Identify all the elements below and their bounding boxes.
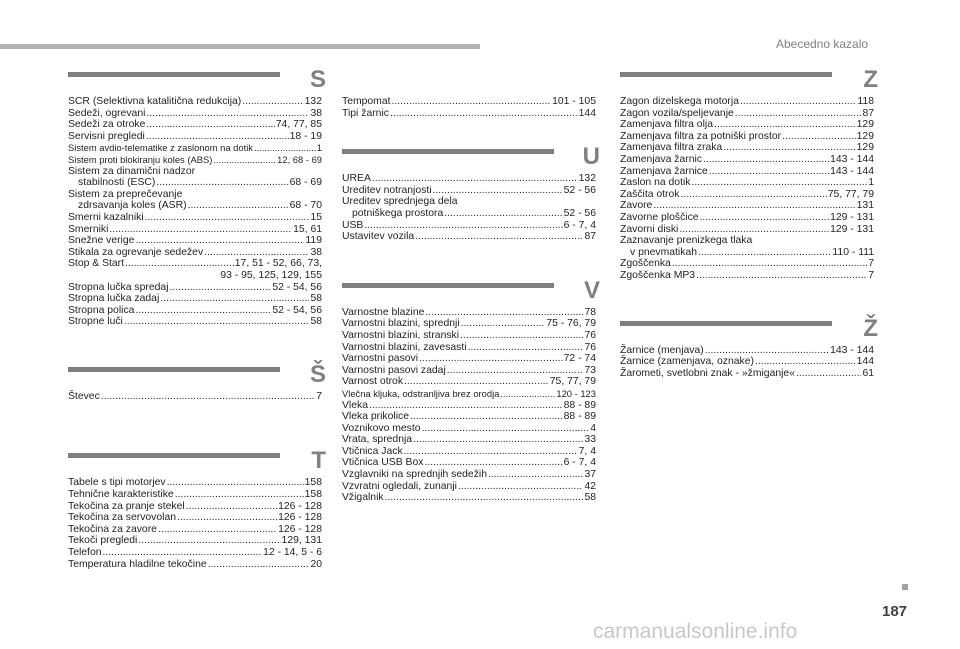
section-header-z [620, 68, 880, 94]
index-entry: Ureditev notranjosti ..... 52 - 56 [342, 185, 596, 197]
index-column-2 [342, 96, 602, 504]
section-t-continued [342, 96, 602, 119]
index-entry: Vžigalnik ..... 58 [342, 492, 596, 504]
index-entry: Sistem avdio-telematike z zaslonom na dotik ..... 1 [68, 142, 322, 154]
index-entry: Vzvratni ogledali, zunanji ..... 42 [342, 481, 596, 493]
index-entry: Zamenjava žarnic ..... 143 - 144 [620, 154, 874, 166]
index-entry: SCR (Selektivna katalitična redukcija) ..... 132 [68, 96, 322, 108]
index-entry-line: Sistem za preprečevanje [68, 188, 183, 200]
index-entry: Zaslon na dotik ..... 1 [620, 177, 874, 189]
section-s [68, 68, 328, 328]
section-v [342, 276, 602, 504]
index-entry: Tipi žarnic ..... 144 [342, 108, 596, 120]
index-entry: Varnostni blazini, zavesasti ..... 76 [342, 342, 596, 354]
section-letter: S [309, 66, 326, 93]
index-entry: potniškega prostora ..... 52 - 56 [342, 208, 596, 220]
index-entry: Snežne verige ..... 119 [68, 235, 322, 247]
index-entry: Tekočina za servovolan ..... 126 - 128 [68, 512, 322, 524]
section-header-zh [620, 314, 880, 343]
index-entry: Telefon ..... 12 - 14, 5 - 6 [68, 547, 322, 559]
header-title: Abecedno kazalo [776, 37, 869, 51]
index-entry: Zgoščenka MP3 ..... 7 [620, 270, 874, 282]
index-entry: Vleka ..... 88 - 89 [342, 400, 596, 412]
index-entry: Sistem proti blokiranju koles (ABS) ..... 12, 68 - 69 [68, 154, 322, 166]
section-divider [68, 72, 280, 77]
section-letter: Z [863, 66, 878, 93]
index-entry: Zamenjava žarnice ..... 143 - 144 [620, 166, 874, 178]
index-entry: Varnostni pasovi ..... 72 - 74 [342, 353, 596, 365]
section-divider [342, 149, 554, 154]
section-u [342, 145, 602, 243]
index-entry: Voznikovo mesto ..... 4 [342, 423, 596, 435]
section-letter: Ž [863, 314, 878, 342]
index-entry-line: Zaznavanje prenizkega tlaka [620, 235, 753, 247]
index-entry: Zamenjava filtra zraka ..... 129 [620, 142, 874, 154]
index-entry: Žarometi, svetlobni znak - »žmiganje« ..... 61 [620, 368, 874, 380]
index-entry: Servisni pregledi ..... 18 - 19 [68, 131, 322, 143]
index-entry: Tehnične karakteristike ..... 158 [68, 489, 322, 501]
index-entry: Zaščita otrok ..... 75, 77, 79 [620, 189, 874, 201]
index-entry: Stop & Start ..... 17, 51 - 52, 66, 73, [68, 258, 322, 270]
index-entry: Stropne luči ..... 58 [68, 316, 322, 328]
index-entry: Varnostni pasovi zadaj ..... 73 [342, 365, 596, 377]
index-entry: Varnostni blazini, stranski ..... 76 [342, 330, 596, 342]
index-entry: Zamenjava filtra za potniški prostor ..... 129 [620, 131, 874, 143]
index-entry: Vrata, sprednja ..... 33 [342, 434, 596, 446]
index-entry: Stropna lučka spredaj ..... 52 - 54, 56 [68, 282, 322, 294]
index-entry: Smerni kazalniki ..... 15 [68, 212, 322, 224]
section-t [68, 449, 328, 570]
index-entry: Temperatura hladilne tekočine ..... 20 [68, 559, 322, 571]
section-letter: U [582, 143, 600, 171]
index-entry: Vlečna kljuka, odstranljiva brez orodja ..... 120 - 123 [342, 388, 596, 400]
section-header-u [342, 145, 602, 171]
section-divider [68, 453, 280, 458]
index-entry-line: Sistem za dinamični nadzor [68, 165, 196, 177]
index-entry: Zagon dizelskega motorja ..... 118 [620, 96, 874, 108]
index-entry: Zagon vozila/speljevanje ..... 87 [620, 108, 874, 120]
section-zh [620, 314, 880, 380]
index-column-3 [620, 68, 880, 379]
section-divider [342, 283, 554, 288]
section-header-s [68, 68, 328, 94]
index-entry: Varnostni blazini, sprednji ..... 75 - 76, 79 [342, 318, 596, 330]
index-entry: Varnostne blazine ..... 78 [342, 307, 596, 319]
index-entry: Zavore ..... 131 [620, 200, 874, 212]
index-entry: Števec ..... 7 [68, 391, 322, 403]
index-entry: USB ..... 6 - 7, 4 [342, 220, 596, 232]
index-entry-line: Ureditev sprednjega dela [342, 196, 458, 208]
section-sh [68, 360, 328, 403]
section-header-v [342, 276, 602, 305]
section-header-sh [68, 360, 328, 389]
index-entry: Zgoščenka ..... 7 [620, 258, 874, 270]
index-entry: zdrsavanja koles (ASR) ..... 68 - 70 [68, 200, 322, 212]
index-column-1 [68, 68, 328, 570]
index-entry: Ustavitev vozila ..... 87 [342, 231, 596, 243]
index-entry: Tempomat ..... 101 - 105 [342, 96, 596, 108]
index-entry: Smerniki ..... 15, 61 [68, 224, 322, 236]
index-entry: Zavorni diski ..... 129 - 131 [620, 224, 874, 236]
index-entry: Vtičnica Jack ..... 7, 4 [342, 446, 596, 458]
index-entry: Tabele s tipi motorjev ..... 158 [68, 477, 322, 489]
index-entry: Tekočina za pranje stekel ..... 126 - 128 [68, 501, 322, 513]
index-entry: Sedeži, ogrevani ..... 38 [68, 108, 322, 120]
section-z [620, 68, 880, 282]
index-entry: Varnost otrok ..... 75, 77, 79 [342, 376, 596, 388]
index-entry: Stikala za ogrevanje sedežev ..... 38 [68, 247, 322, 259]
section-header-t [68, 449, 328, 475]
index-entry-line: 93 - 95, 125, 129, 155 [220, 269, 322, 281]
index-entry: stabilnosti (ESC) ..... 68 - 69 [68, 177, 322, 189]
page-number: 187 [882, 603, 908, 620]
index-entry: Sedeži za otroke ..... 74, 77, 85 [68, 119, 322, 131]
index-entry: Zamenjava filtra olja ..... 129 [620, 119, 874, 131]
index-entry: Tekočina za zavore ..... 126 - 128 [68, 524, 322, 536]
section-divider [68, 367, 280, 372]
index-entry: v pnevmatikah ..... 110 - 111 [620, 247, 874, 259]
section-letter: Š [309, 360, 326, 388]
section-divider [620, 72, 832, 77]
page-marker [902, 584, 908, 590]
index-entry: Stropna polica ..... 52 - 54, 56 [68, 305, 322, 317]
section-letter: V [583, 276, 600, 304]
index-entry: Vzglavniki na sprednjih sedežih ..... 37 [342, 469, 596, 481]
watermark: carmanualsonline.info [593, 620, 798, 643]
index-entry: Vleka prikolice ..... 88 - 89 [342, 411, 596, 423]
index-entry: Zavorne ploščice ..... 129 - 131 [620, 212, 874, 224]
index-entry: Žarnice (zamenjava, oznake) ..... 144 [620, 356, 874, 368]
section-divider [620, 321, 832, 326]
index-entry: Žarnice (menjava) ..... 143 - 144 [620, 345, 874, 357]
index-entry: Vtičnica USB Box ..... 6 - 7, 4 [342, 457, 596, 469]
header-bar [0, 44, 480, 49]
index-entry: Stropna lučka zadaj ..... 58 [68, 293, 322, 305]
index-entry: UREA ..... 132 [342, 173, 596, 185]
section-letter: T [311, 447, 326, 475]
index-entry: Tekoči pregledi ..... 129, 131 [68, 535, 322, 547]
